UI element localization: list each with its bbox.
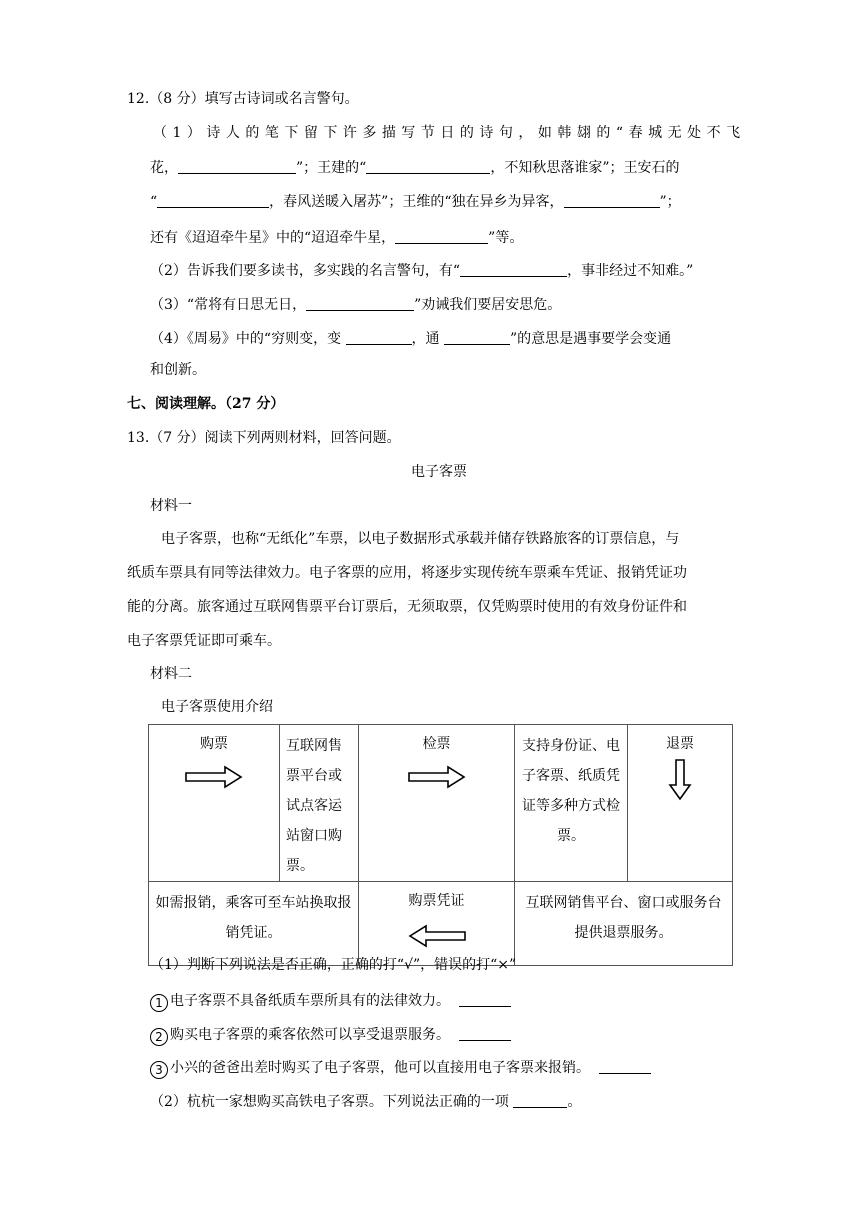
step-check (359, 725, 515, 882)
step-reimburse (149, 882, 359, 966)
item-text: 小兴的爸爸出差时购买了电子客票，他可以直接用电子客票来报销。 (170, 1060, 590, 1076)
material-1-line: 能的分离。旅客通过互联网售票平台订票后，无须取票，仅凭购票时使用的有效身份证件和 (127, 599, 687, 615)
text: 花， (150, 160, 178, 176)
text: ，不知秋思落谁家”；王安石的 (490, 160, 680, 176)
answer-blank-judge-1[interactable] (459, 992, 511, 1007)
material-1-label: 材料一 (150, 498, 192, 514)
material-1-line: 纸质车票具有同等法律效力。电子客票的应用，将逐步实现传统车票乘车凭证、报销凭证功 (127, 565, 687, 581)
right-arrow-icon (408, 765, 466, 789)
text: ，春风送暖入屠苏”；王维的“独在异乡为异客， (269, 194, 564, 210)
text: ”； (659, 194, 681, 210)
reimburse-text: 如需报销，乘客可至车站换取报销凭证。 (155, 895, 352, 941)
answer-blank-3[interactable] (157, 193, 269, 208)
step-refund-label: 退票 (666, 736, 694, 752)
q13-sub2 (150, 1093, 581, 1109)
text: ”劝诫我们要居安思危。 (414, 297, 562, 313)
item-number: 3 (150, 1061, 168, 1079)
right-arrow-icon (185, 765, 243, 789)
material-1-line: 电子客票凭证即可乘车。 (127, 633, 281, 649)
item-number: 1 (150, 994, 168, 1012)
refund-desc-text: 互联网销售平台、窗口或服务台提供退票服务。 (525, 895, 722, 941)
q12-heading: 12.（8 分）填写古诗词或名言警句。 (127, 91, 359, 107)
text: ”等。 (488, 230, 524, 246)
item-text: 电子客票不具备纸质车票所具有的法律效力。 (170, 993, 450, 1009)
text: ，事非经过不知难。” (567, 263, 694, 279)
answer-blank-9[interactable] (444, 330, 510, 345)
text: “ (150, 194, 158, 210)
answer-blank-5[interactable] (395, 229, 488, 244)
q12-part1-line4 (150, 229, 523, 245)
answer-blank-7[interactable] (306, 296, 414, 311)
down-arrow-icon (668, 759, 692, 801)
ticket-flow-table (148, 724, 733, 966)
q12-part3 (150, 296, 561, 312)
q12-part4-line2: 和创新。 (150, 362, 206, 378)
text: ，通 (411, 331, 440, 347)
text: ”的意思是遇事要学会变通 (509, 331, 672, 347)
q12-part1-line3 (150, 193, 681, 209)
material-2-subtitle: 电子客票使用介绍 (161, 699, 273, 715)
item-number: 2 (150, 1028, 168, 1046)
answer-blank-judge-3[interactable] (599, 1059, 651, 1074)
text: 还有《迢迢牵牛星》中的“迢迢牵牛星， (150, 230, 396, 246)
answer-blank-choice[interactable] (513, 1093, 567, 1108)
article-title: 电子客票 (411, 464, 467, 480)
text: （3）“常将有日思无日， (150, 297, 307, 313)
step-voucher (359, 882, 515, 966)
check-desc-text: 支持身份证、电子客票、纸质凭证等多种方式检票。 (522, 738, 620, 844)
step-check-label: 检票 (422, 736, 451, 752)
left-arrow-icon (408, 924, 466, 948)
answer-blank-6[interactable] (460, 262, 567, 277)
step-voucher-label: 购票凭证 (408, 893, 465, 909)
q12-part2 (150, 262, 693, 278)
judge-item (150, 1059, 651, 1079)
material-2-label: 材料二 (150, 666, 192, 682)
answer-blank-4[interactable] (564, 193, 660, 208)
answer-blank-1[interactable] (178, 159, 296, 174)
judge-item (150, 1026, 511, 1046)
q12-part4-line1 (150, 330, 671, 346)
material-1-line: 电子客票，也称“无纸化”车票，以电子数据形式承载并储存铁路旅客的订票信息，与 (161, 531, 680, 547)
q12-part1-line2 (150, 159, 680, 175)
q12-part1-line1: （1）诗人的笔下留下许多描写节日的诗句，如韩翃的“春城无处不飞 (153, 125, 746, 141)
text: （2）杭杭一家想购买高铁电子客票。下列说法正确的一项 (150, 1094, 509, 1110)
answer-blank-judge-2[interactable] (459, 1026, 511, 1041)
judge-item (150, 992, 511, 1012)
answer-blank-8[interactable] (346, 330, 412, 345)
text: ”；王建的“ (296, 160, 367, 176)
step-buy-desc (280, 725, 359, 882)
step-buy (149, 725, 280, 882)
item-text: 购买电子客票的乘客依然可以享受退票服务。 (170, 1027, 450, 1043)
step-check-desc (515, 725, 628, 882)
step-buy-label: 购票 (200, 736, 228, 752)
step-refund-desc (515, 882, 733, 966)
q13-sub1: （1）判断下列说法是否正确，正确的打“√”，错误的打“×” (150, 957, 517, 973)
section-heading: 七、阅读理解。（27 分） (127, 396, 285, 412)
step-refund (628, 725, 733, 882)
text: （4）《周易》中的“穷则变，变 (150, 331, 342, 347)
answer-blank-2[interactable] (366, 159, 490, 174)
q13-heading: 13.（7 分）阅读下列两则材料，回答问题。 (127, 430, 401, 446)
buy-desc-text: 互联网售票平台或试点客运站窗口购票。 (286, 738, 342, 874)
text: 。 (567, 1094, 582, 1110)
text: （2）告诉我们要多读书，多实践的名言警句，有“ (150, 263, 461, 279)
